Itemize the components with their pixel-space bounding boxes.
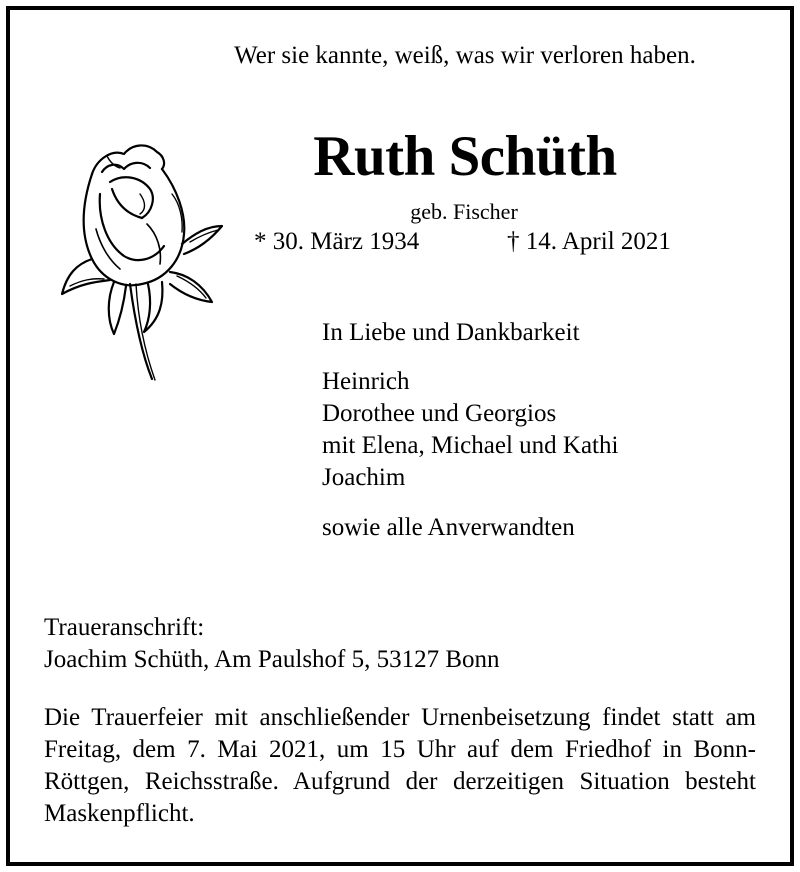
death-date: † 14. April 2021 xyxy=(507,228,671,255)
family-list xyxy=(322,366,618,494)
family-member: Heinrich xyxy=(322,368,410,395)
relatives-text: sowie alle Anverwandten xyxy=(322,514,575,541)
ceremony-text: Die Trauerfeier mit anschließender Urnenbeisetzung findet statt am Freitag, dem 7. Mai 2021, um 15 Uhr auf dem Friedhof in Bonn-Röttgen, Reichsstraße. Aufgrund der derzeitigen Situation besteht Maskenpflicht. xyxy=(44,704,756,827)
motto: Wer sie kannte, weiß, was wir verloren haben. xyxy=(234,42,696,69)
birth-date: * 30. März 1934 xyxy=(254,228,420,255)
address-value: Joachim Schüth, Am Paulshof 5, 53127 Bonn xyxy=(44,646,500,673)
tribute-text: In Liebe und Dankbarkeit xyxy=(322,319,580,346)
family-member: Dorothee und Georgios xyxy=(322,400,557,427)
deceased-name: Ruth Schüth xyxy=(313,125,617,188)
family-member: Joachim xyxy=(322,464,406,491)
family-member: mit Elena, Michael und Kathi xyxy=(322,432,619,459)
birth-name: geb. Fischer xyxy=(410,199,518,224)
address-label: Traueranschrift: xyxy=(44,614,205,641)
